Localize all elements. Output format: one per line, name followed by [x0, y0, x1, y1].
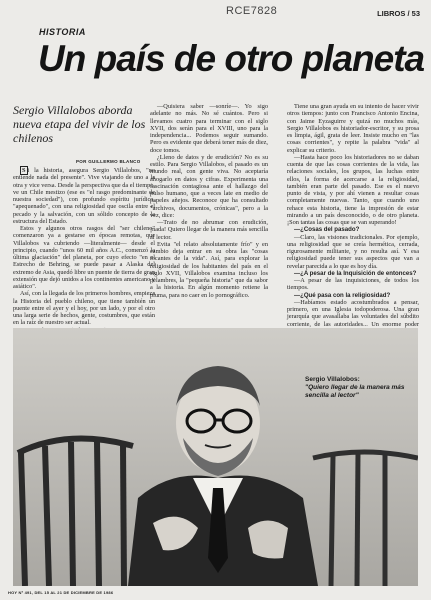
portrait-illustration: [13, 328, 418, 586]
caption-name: Sergio Villalobos:: [305, 376, 360, 383]
article-deck: Sergio Villalobos aborda nueva etapa del vivir de los chilenos: [13, 103, 146, 145]
interview-question: —¿A pesar de la Inquisición de entonces?: [294, 269, 417, 277]
paragraph-text: i la historia, asegura Sergio Villalobos, "no entiende nada del presente". Vive viajando de uno a la otra y vice versa. Desde la perspectiva que da el tiempo, ve un Chile mestizo (ese es "el rasgo predominante de nuestra sociedad"), con profundo espíritu jurídico, "apequenado", con una religiosidad que oscila entre el pecado y la salvación, con un sólido concepto de la estructura del Estado.: [13, 167, 155, 225]
interview-question: —¿Cosas del pasado?: [294, 226, 360, 234]
paragraph: —Trato de no abrumar con erudición, ¡nada! Quiero llegar de la manera más sencilla al lector.: [150, 219, 268, 241]
article-column-2: [150, 103, 268, 299]
paragraph: ¿Lleno de datos y de erudición? No es su estilo. Para Sergio Villalobos, el pasado es un mundo real, con gente viva. No aceptaría ahogarlo en datos y cifras. Experimenta una fascinación contagiosa ante el hallazgo del pulso humano, que a veces late en medio de papeles añejos. Reconoce que ha consultado "archivos, documentos, crónicas", pero a la vez, dice:: [150, 153, 268, 219]
page-footer: HOY Nº 491, DEL 15 AL 21 DE DICIEMBRE DE 1986: [8, 590, 114, 595]
paragraph: [13, 167, 155, 225]
photo-caption: [305, 376, 419, 400]
section-label: HISTORIA: [39, 27, 86, 37]
portrait-photo: [13, 328, 418, 586]
drop-cap-box: S: [22, 167, 26, 174]
paragraph: —Quisiera saber —sonríe—. Yo sigo adelante no más. No sé cuántos. Pero si llevamos cuatro para terminar con el siglo XVII, dos serán para el XVIII, uno para la independencia... Podemos seguir sumando. Pero es evidente que deberá tener más de diez, doce tomos.: [150, 103, 268, 154]
article-headline: Un país de otro planeta: [38, 38, 425, 79]
caption-quote: "Quiero llegar de la manera más sencilla al lector": [305, 384, 405, 399]
page-header-section: LIBROS / 53: [377, 9, 420, 18]
article-column-3: [287, 103, 419, 335]
paragraph: Estos y algunos otros rasgos del "ser chileno" comenzaron ya a gestarse en épocas remotas, que Villalobos va cubriendo —literalmente— desde el principio, cuando "unos 60 mil años A.C., comenzó la última glaciación" del planeta, por cuyo efecto "en el Estrecho de Behring, se puede pasar a Alaska del extremo de Asia, quedó libre un puente de tierra de gran extensión que dejó unidos a los continentes americano y asiático".: [13, 225, 155, 290]
paragraph: —Hasta hace poco los historiadores no se daban cuenta de que las cosas corrientes de la vida, las relaciones sociales, los grupos, las luchas entre ellos, la forma de acercarse a la religiosidad, también eran parte del pasado. Ese es el nuevo punto de vista, y por ahí vienen a resultar cosas completamente nuevas. Tanto, que cuando uno rehace esta historia, tiene la impresión de estar mirando a un país desconocido, o de otro planeta. ¡Son tantas las cosas que se van superando!: [287, 153, 419, 226]
paragraph: Evita "el relato absolutamente frío" y en cambio deja entrar en su obra las "cosas tocantes de la vida". Así, para explorar la religiosidad de los habitantes del país en el siglo XVII, Villalobos examina incluso los pelambres, la "pequeña historia" que da sabor a la historia. En algún momento retiene la pluma, para no caer en lo pornográfico.: [150, 240, 268, 299]
byline: POR GUILLERMO BLANCO: [76, 159, 141, 164]
paragraph: Tiene una gran ayuda en su intento de hacer vivir otros tiempos: junto con Francisco Antonio Encina, con Jaime Eyzaguirre y quizá no muchos más, Sergio Villalobos es historiador-escritor, y su prosa es limpia, ágil, grata de leer. Insiste mucho en "las cosas corrientes", y repite la palabra "vida" al explicar su criterio.: [287, 103, 419, 154]
paragraph: Así, con la llegada de los primeros hombres, empieza la Historia del pueblo chileno, que tiene también un puente entre el ayer y el hoy, por un lado, y por el otro una larga serie de hechos, gente, costumbres, que están en la raíz de nuestro ser actual.: [13, 290, 155, 327]
paragraph: —A pesar de las inquisiciones, de todos los tiempos.: [287, 277, 419, 292]
paragraph: —Claro, las visiones tradicionales. Por ejemplo, una religiosidad que se creía hermética, cerrada, rigurosamente militante, y no resulta así. Y esa religiosidad puede tener sus aspectos que van a revelar parecida a lo que es hoy día.: [287, 233, 419, 270]
interview-question: —¿Qué pasa con la religiosidad?: [294, 291, 391, 299]
paragraph: —Habíamos estado acostumbrados a pensar, primero, en una Iglesia todopoderosa. Una gran jerarquía que avasallaba las voluntades del súbdito corriente, de las autoridades... Un enorme poder: [287, 298, 419, 328]
handwritten-archive-note: RCE7828: [226, 5, 278, 17]
